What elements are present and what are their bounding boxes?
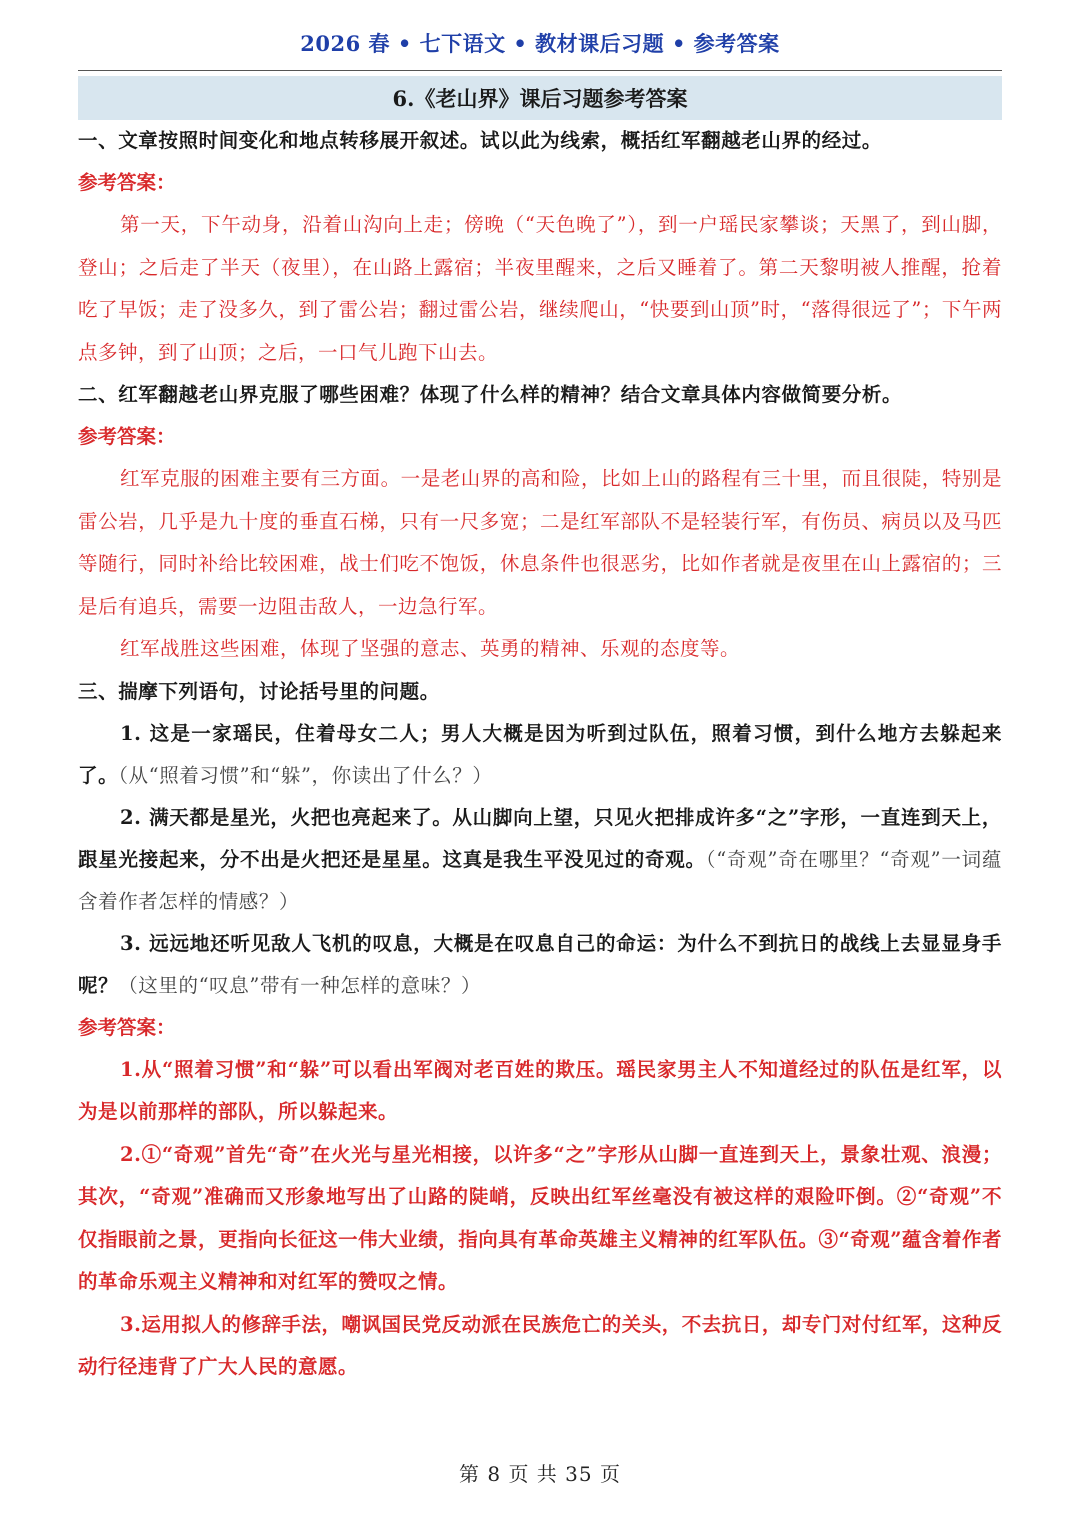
answer-2-paragraph-2: 红军战胜这些困难，体现了坚强的意志、英勇的精神、乐观的态度等。 [120, 637, 741, 660]
document-body [78, 120, 1002, 1389]
answer-label-1: 参考答案： [78, 171, 176, 194]
question-3-item-1: 1. 这是一家瑶民，住着母女二人；男人大概是因为听到过队伍，照着习惯，到什么地方去躲起来了。（从“照着习惯”和“躲”，你读出了什么？） [78, 721, 1002, 787]
page-header: 2026 春 • 七下语文 • 教材课后习题 • 参考答案 [300, 31, 780, 56]
question-1: 一、文章按照时间变化和地点转移展开叙述。试以此为线索，概括红军翻越老山界的经过。 [78, 129, 883, 152]
lesson-title: 6.《老山界》课后习题参考答案 [78, 76, 1002, 120]
answer-label-3: 参考答案： [78, 1015, 176, 1039]
question-3: 三、揣摩下列语句，讨论括号里的问题。 [78, 679, 440, 703]
question-3-item-3: 3. 远远地还听见敌人飞机的叹息，大概是在叹息自己的命运：为什么不到抗日的战线上去显显身手呢？（这里的“叹息”带有一种怎样的意味？） [78, 931, 1002, 997]
answer-3-item-3: 3.运用拟人的修辞手法，嘲讽国民党反动派在民族危亡的关头，不去抗日，却专门对付红军，这种反动行径违背了广大人民的意愿。 [78, 1312, 1002, 1378]
answer-3-item-2: 2.①“奇观”首先“奇”在火光与星光相接，以许多“之”字形从山脚一直连到天上，景象壮观、浪漫；其次，“奇观”准确而又形象地写出了山路的陡峭，反映出红军丝毫没有被这样的艰险吓倒。②“奇观”不仅指眼前之景，更指向长征这一伟大业绩，指向具有革命英雄主义精神的红军队伍。③“奇观”蕴含着作者的革命乐观主义精神和对红军的赞叹之情。 [78, 1142, 1002, 1293]
header-divider [78, 70, 1002, 71]
answer-2-paragraph-1: 红军克服的困难主要有三方面。一是老山界的高和险，比如上山的路程有三十里，而且很陡，特别是雷公岩，几乎是九十度的垂直石梯，只有一尺多宽；二是红军部队不是轻装行军，有伤员、病员以及马匹等随行，同时补给比较困难，战士们吃不饱饭，休息条件也很恶劣，比如作者就是夜里在山上露宿的；三是后有追兵，需要一边阻击敌人，一边急行军。 [78, 467, 1002, 618]
question-2: 二、红军翻越老山界克服了哪些困难？体现了什么样的精神？结合文章具体内容做简要分析。 [78, 383, 903, 406]
answer-1: 第一天，下午动身，沿着山沟向上走；傍晚（“天色晚了”），到一户瑶民家攀谈；天黑了，到山脚，登山；之后走了半天（夜里），在山路上露宿；半夜里醒来，之后又睡着了。第二天黎明被人推醒，抢着吃了早饭；走了没多久，到了雷公岩；翻过雷公岩，继续爬山，“快要到山顶”时，“落得很远了”；下午两点多钟，到了山顶；之后，一口气儿跑下山去。 [78, 213, 1002, 364]
answer-3-item-1: 1.从“照着习惯”和“躲”可以看出军阀对老百姓的欺压。瑶民家男主人不知道经过的队伍是红军，以为是以前那样的部队，所以躲起来。 [78, 1057, 1002, 1123]
question-3-item-2: 2. 满天都是星光，火把也亮起来了。从山脚向上望，只见火把排成许多“之”字形，一直连到天上，跟星光接起来，分不出是火把还是星星。这真是我生平没见过的奇观。（“奇观”奇在哪里？“奇观”一词蕴含着作者怎样的情感？） [78, 805, 1002, 913]
page-number: 第 8 页 共 35 页 [459, 1462, 621, 1486]
answer-label-2: 参考答案： [78, 425, 176, 448]
